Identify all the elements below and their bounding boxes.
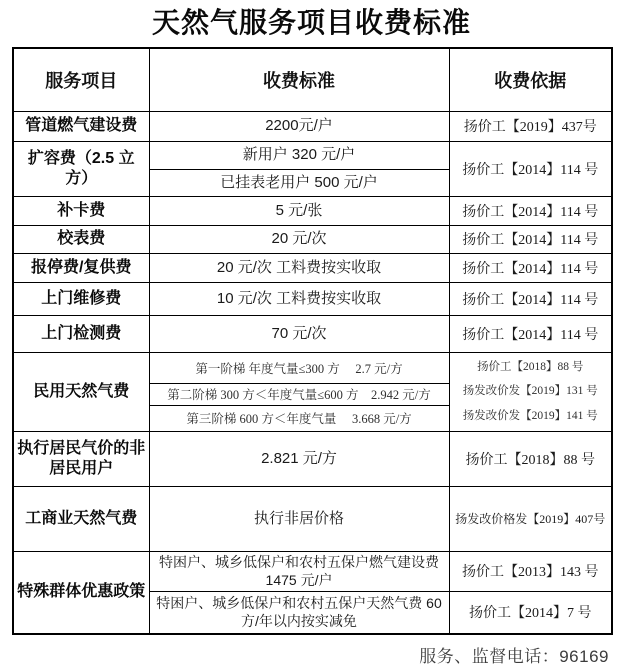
fee-basis-cell: 扬价工【2019】437号 [449, 111, 612, 141]
table-row-capacity-expansion [13, 141, 612, 169]
fee-basis-line: 扬价工【2018】88 号 [477, 361, 584, 374]
table-row-nonresidential-at-residential-price [13, 431, 612, 486]
table-row-onsite-repair [13, 282, 612, 315]
fee-basis-cell-special1: 扬价工【2013】143 号 [449, 551, 612, 591]
table-row-meter-calibration [13, 225, 612, 253]
service-item-cell: 特殊群体优惠政策 [13, 551, 149, 634]
fee-standard-cell: 20 元/次 [149, 225, 449, 253]
fee-basis-cell: 扬价工【2014】114 号 [449, 315, 612, 352]
fee-basis-cell-special2: 扬价工【2014】7 号 [449, 591, 612, 634]
fee-standard-cell-old-user: 已挂表老用户 500 元/户 [149, 169, 449, 196]
table-row-stop-resume-supply [13, 253, 612, 282]
table-row-card-replacement [13, 196, 612, 225]
service-item-cell: 管道燃气建设费 [13, 111, 149, 141]
fee-standard-cell: 20 元/次 工料费按实收取 [149, 253, 449, 282]
service-item-cell: 执行居民气价的非居民用户 [13, 431, 149, 486]
table-row-special-group-construction [13, 551, 612, 591]
service-item-cell: 民用天然气费 [13, 352, 149, 431]
fee-standard-cell-tier1: 第一阶梯 年度气量≤300 方 2.7 元/方 [149, 352, 449, 383]
fee-basis-cell: 扬价工【2014】114 号 [449, 196, 612, 225]
header-row [13, 48, 612, 111]
column-header-fee-basis: 收费依据 [449, 48, 612, 111]
table-row-pipeline-construction [13, 111, 612, 141]
fee-basis-cell: 扬价工【2014】114 号 [449, 253, 612, 282]
fee-basis-cell: 扬发改价格发【2019】407号 [449, 486, 612, 551]
fee-standard-cell: 2200元/户 [149, 111, 449, 141]
fee-table [12, 47, 613, 635]
fee-basis-cell: 扬价工【2018】88 号 [449, 431, 612, 486]
fee-standard-cell-tier3: 第三阶梯 600 方＜年度气量 3.668 元/方 [149, 405, 449, 431]
fee-standard-cell-tier2: 第二阶梯 300 方＜年度气量≤600 方 2.942 元/方 [149, 383, 449, 405]
service-item-cell: 上门检测费 [13, 315, 149, 352]
fee-standard-cell-new-user: 新用户 320 元/户 [149, 141, 449, 169]
table-row-residential-gas-tier1 [13, 352, 612, 383]
fee-basis-cell-multi [449, 352, 612, 431]
column-header-fee-standard: 收费标准 [149, 48, 449, 111]
table-row-commercial-gas [13, 486, 612, 551]
service-item-cell: 校表费 [13, 225, 149, 253]
service-item-cell: 报停费/复供费 [13, 253, 149, 282]
fee-standard-cell: 2.821 元/方 [149, 431, 449, 486]
fee-basis-line: 扬发改价发【2019】131 号 [462, 385, 598, 398]
service-item-cell: 上门维修费 [13, 282, 149, 315]
fee-basis-line: 扬发改价发【2019】141 号 [462, 409, 598, 422]
fee-basis-cell: 扬价工【2014】114 号 [449, 141, 612, 196]
service-item-cell: 工商业天然气费 [13, 486, 149, 551]
fee-basis-cell: 扬价工【2014】114 号 [449, 225, 612, 253]
table-row-onsite-inspection [13, 315, 612, 352]
fee-standard-cell: 执行非居价格 [149, 486, 449, 551]
fee-standard-cell: 70 元/次 [149, 315, 449, 352]
fee-standard-cell: 5 元/张 [149, 196, 449, 225]
fee-standard-cell: 10 元/次 工料费按实收取 [149, 282, 449, 315]
service-item-cell: 扩容费（2.5 立方） [13, 141, 149, 196]
fee-standard-cell-special1: 特困户、城乡低保户和农村五保户燃气建设费 1475 元/户 [149, 551, 449, 591]
fee-standard-cell-special2: 特困户、城乡低保户和农村五保户天然气费 60 方/年以内按实减免 [149, 591, 449, 634]
fee-basis-cell: 扬价工【2014】114 号 [449, 282, 612, 315]
page-title: 天然气服务项目收费标准 [151, 7, 471, 38]
column-header-service-item: 服务项目 [13, 48, 149, 111]
service-hotline: 服务、监督电话：96169 [419, 647, 609, 666]
service-item-cell: 补卡费 [13, 196, 149, 225]
